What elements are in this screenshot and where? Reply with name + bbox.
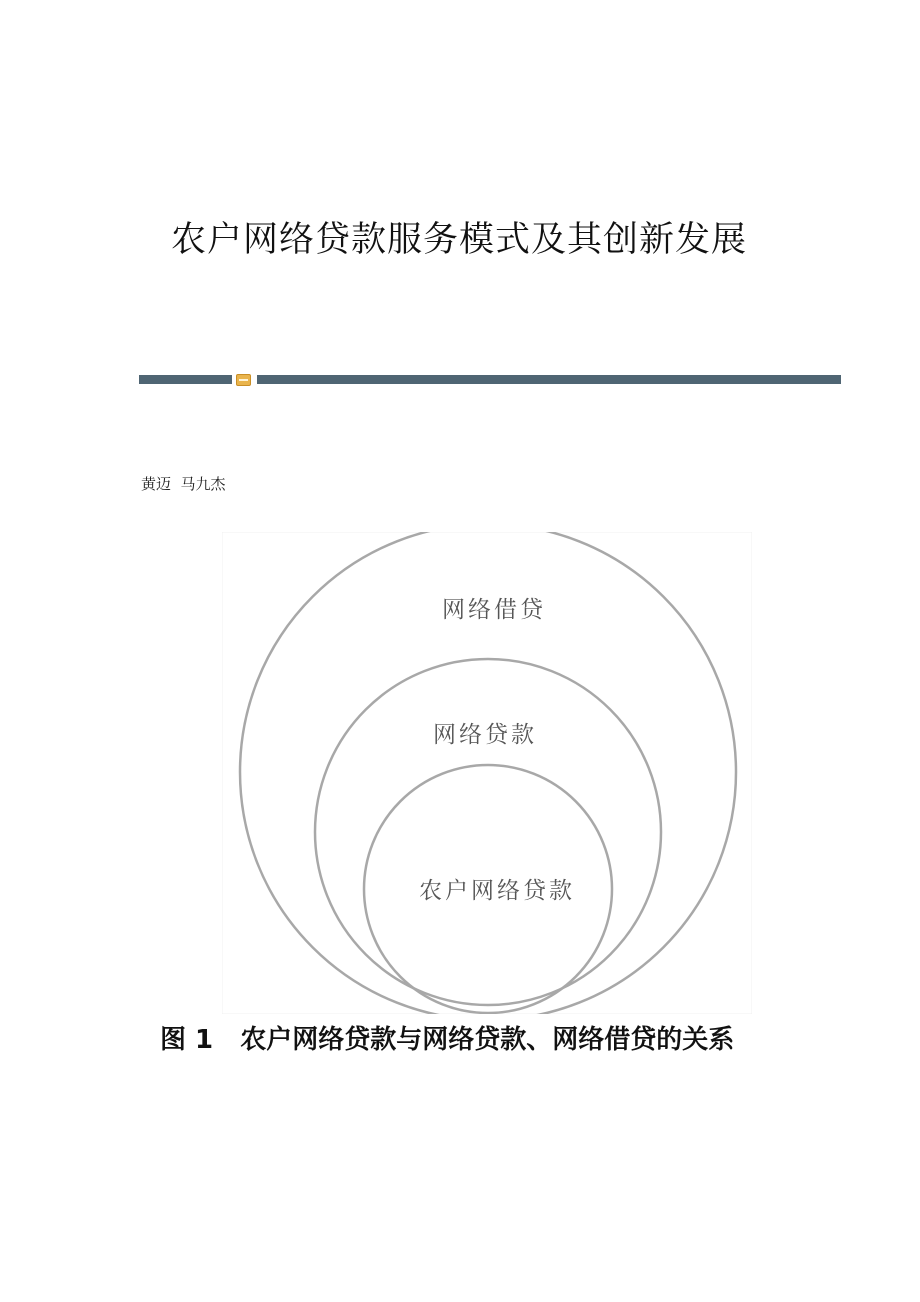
divider-badge-icon — [236, 374, 251, 386]
title-divider — [139, 374, 841, 386]
diagram-svg — [222, 532, 752, 1014]
divider-left-bar — [139, 375, 232, 384]
label-outer: 网络借贷 — [442, 597, 546, 623]
label-inner: 农户网络贷款 — [419, 878, 575, 904]
divider-right-bar — [257, 375, 841, 384]
label-middle: 网络贷款 — [433, 722, 537, 748]
figure-caption: 图 1 农户网络贷款与网络贷款、网络借贷的关系 — [160, 1025, 735, 1055]
document-authors: 黄迈 马九杰 — [141, 475, 226, 493]
document-title: 农户网络贷款服务模式及其创新发展 — [170, 220, 747, 260]
nested-circle-diagram — [222, 532, 752, 1014]
